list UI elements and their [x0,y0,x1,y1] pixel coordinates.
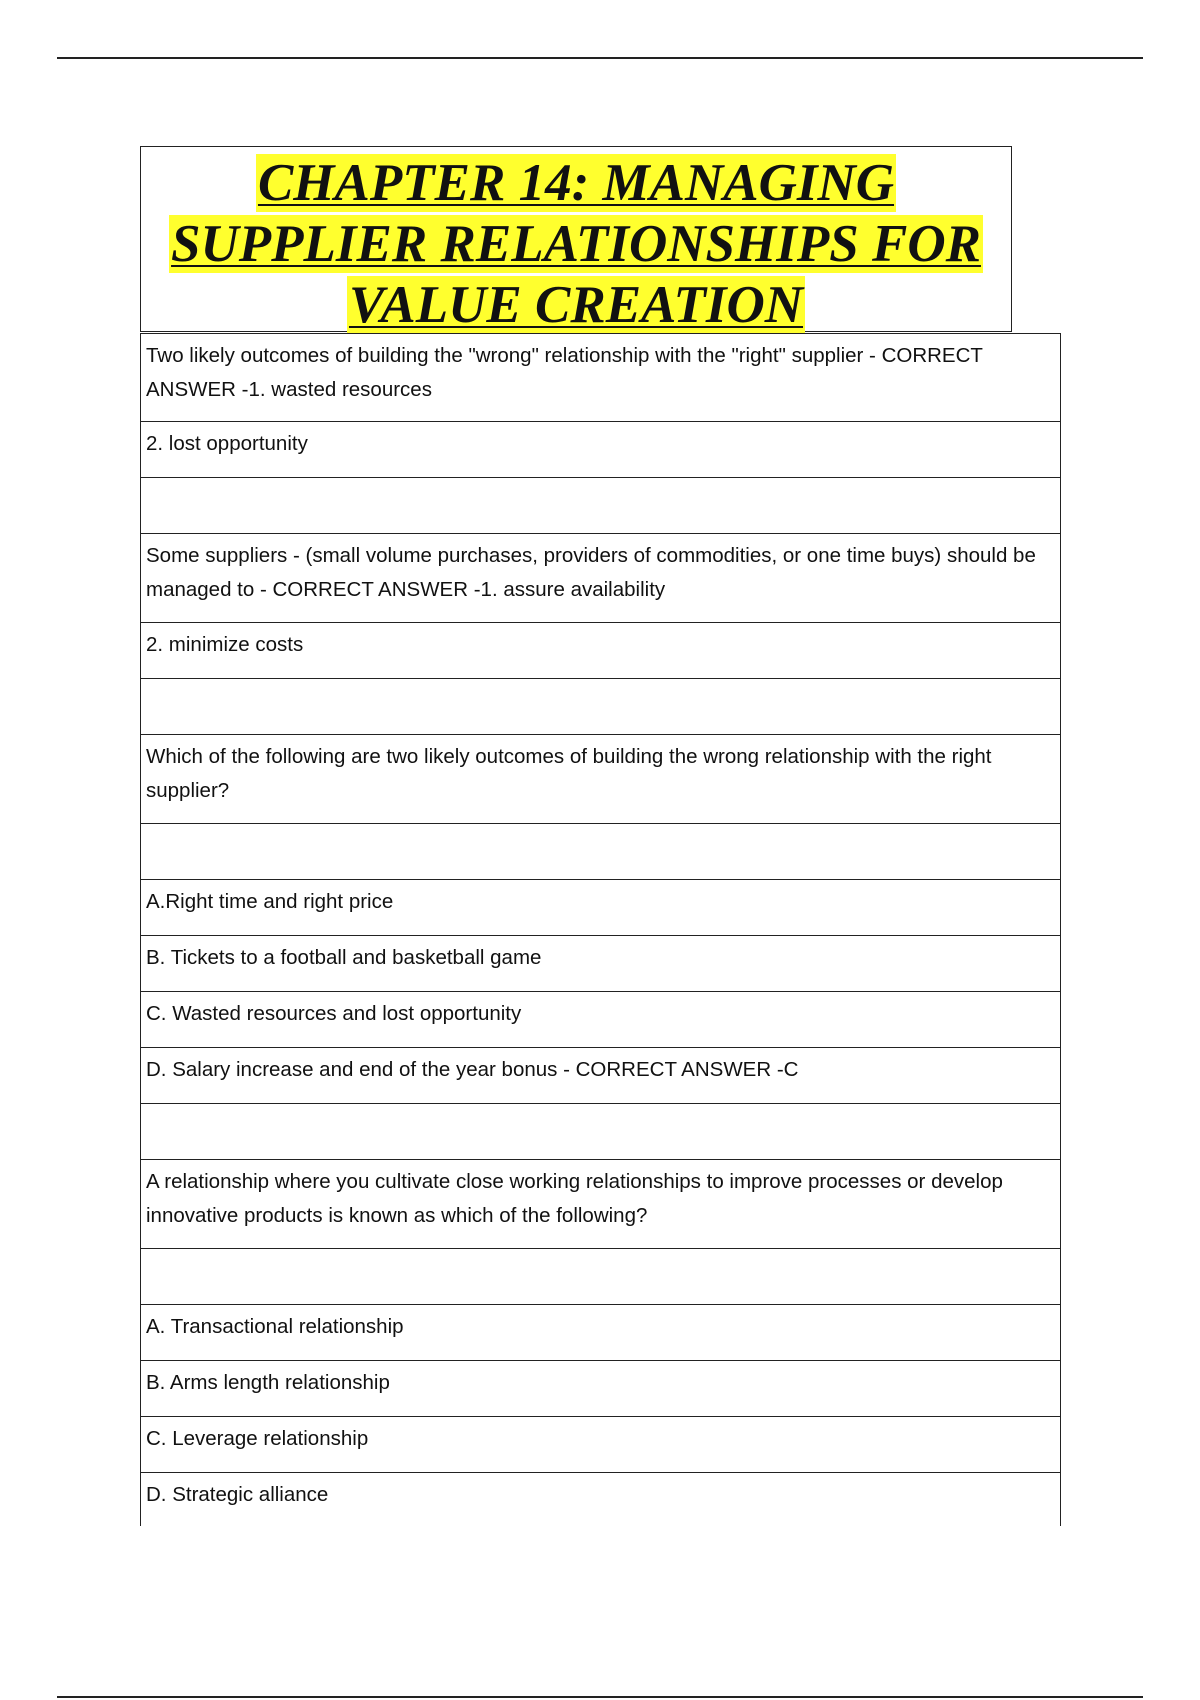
table-row-empty [141,1249,1060,1305]
table-row: D. Strategic alliance [146,1483,329,1506]
bottom-rule [57,1696,1143,1698]
table-row: A relationship where you cultivate close working relationships to improve processes or develop innovative products is known as which of the following? [141,1160,1060,1249]
table-row: A. Transactional relationship [141,1305,1060,1361]
table-row: Two likely outcomes of building the "wrong" relationship with the "right" supplier - CORRECT ANSWER -1. wasted resources [141,333,1060,422]
table-row: 2. minimize costs [141,623,1060,679]
table-row: C. Leverage relationship [141,1417,1060,1473]
table-row: B. Tickets to a football and basketball game [141,936,1060,992]
title-line-1: CHAPTER 14: MANAGING [257,154,895,212]
table-row-empty [141,478,1060,534]
table-row: Some suppliers - (small volume purchases, providers of commodities, or one time buys) should be managed to - CORRECT ANSWER -1. assure availability [141,534,1060,623]
table-row-empty [141,824,1060,880]
table-row-empty [141,1104,1060,1160]
chapter-title [141,153,1011,336]
table-row: 2. lost opportunity [141,422,1060,478]
top-rule [57,57,1143,59]
table-row: A.Right time and right price [141,880,1060,936]
title-line-3: VALUE CREATION [348,276,804,334]
table-row: D. Salary increase and end of the year bonus - CORRECT ANSWER -C [141,1048,1060,1104]
table-row: B. Arms length relationship [141,1361,1060,1417]
title-line-2: SUPPLIER RELATIONSHIPS FOR [171,215,981,273]
qa-table [140,333,1061,1526]
table-row: C. Wasted resources and lost opportunity [141,992,1060,1048]
table-row: Which of the following are two likely outcomes of building the wrong relationship with the right supplier? [141,735,1060,824]
table-row-empty [141,679,1060,735]
chapter-title-box [140,146,1012,332]
